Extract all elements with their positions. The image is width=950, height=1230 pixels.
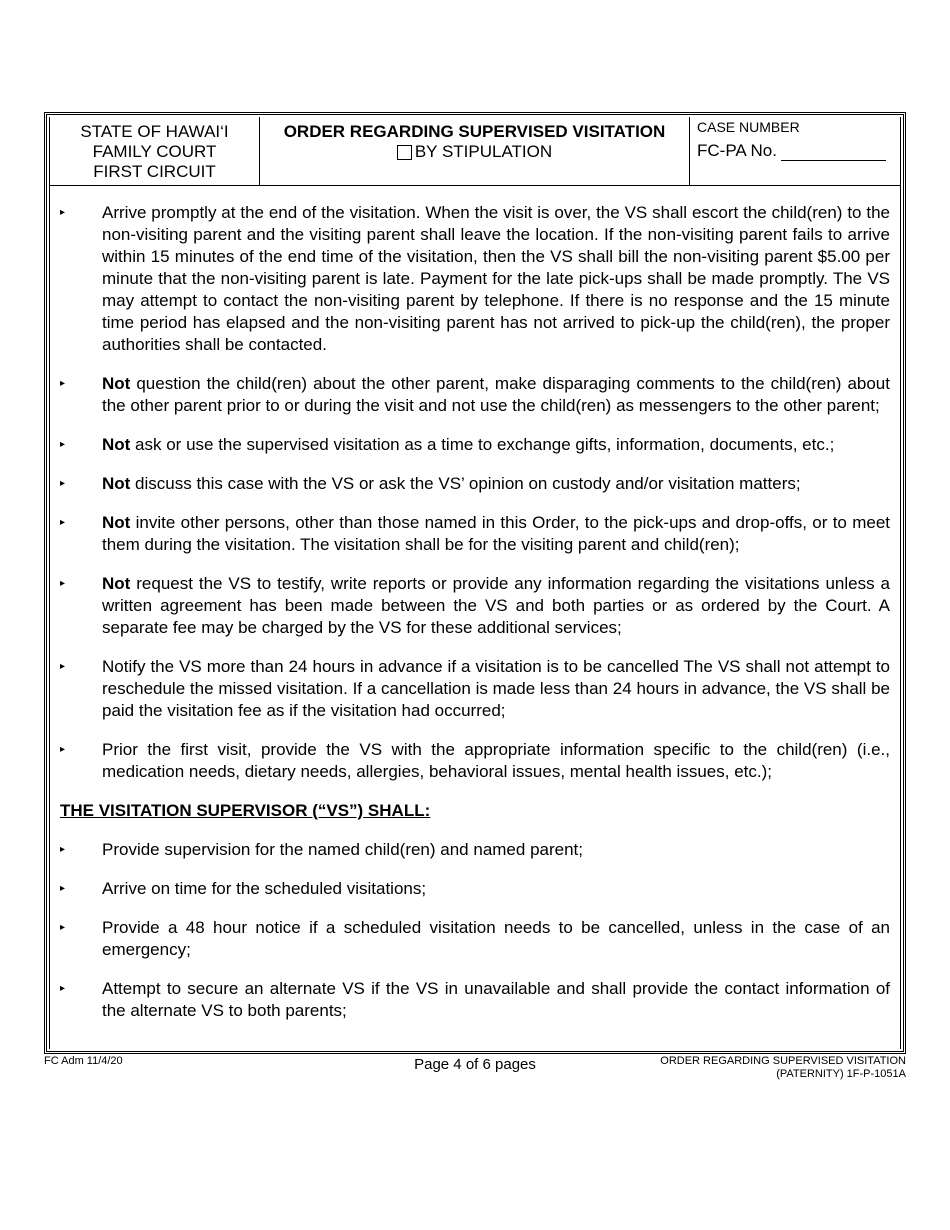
list-item xyxy=(60,434,890,456)
item-text: ask or use the supervised visitation as a time to exchange gifts, information, documents, etc.; xyxy=(130,435,835,454)
stipulation-label: BY STIPULATION xyxy=(414,142,553,161)
form-id xyxy=(660,1055,906,1081)
bullet-icon: ▸ xyxy=(60,661,66,672)
page-number: Page 4 of 6 pages xyxy=(414,1056,536,1073)
case-number-field[interactable] xyxy=(781,145,886,161)
case-number-prefix: FC-PA No. xyxy=(697,141,777,160)
list-item xyxy=(60,573,890,639)
form-header xyxy=(50,117,900,186)
court-state: STATE OF HAWAI‘I xyxy=(80,122,229,141)
bullet-icon: ▸ xyxy=(60,517,66,528)
item-bold: Not xyxy=(102,513,131,532)
item-text: Provide a 48 hour notice if a scheduled visitation needs to be cancelled, unless in the case of an emergency; xyxy=(102,918,890,959)
form-code: FC Adm 11/4/20 xyxy=(44,1055,123,1067)
order-body xyxy=(60,202,890,1039)
list-item xyxy=(60,473,890,495)
item-bold: Not xyxy=(102,474,131,493)
list-item xyxy=(60,373,890,417)
bullet-icon: ▸ xyxy=(60,922,66,933)
list-item xyxy=(60,512,890,556)
item-text: question the child(ren) about the other parent, make disparaging comments to the child(ren) about the other parent prior to or during the visit and not use the child(ren) as messengers to the other parent; xyxy=(102,374,890,415)
form-frame xyxy=(44,112,906,1054)
list-item xyxy=(60,878,890,900)
bullet-icon: ▸ xyxy=(60,439,66,450)
item-text: Attempt to secure an alternate VS if the VS in unavailable and shall provide the contact information of the alternate VS to both parents; xyxy=(102,979,890,1020)
bullet-icon: ▸ xyxy=(60,844,66,855)
item-text: Arrive on time for the scheduled visitations; xyxy=(102,879,427,898)
bullet-icon: ▸ xyxy=(60,578,66,589)
list-item xyxy=(60,978,890,1022)
bullet-icon: ▸ xyxy=(60,207,66,218)
bullet-icon: ▸ xyxy=(60,983,66,994)
list-item xyxy=(60,656,890,722)
bullet-icon: ▸ xyxy=(60,744,66,755)
form-id-line1: ORDER REGARDING SUPERVISED VISITATION xyxy=(660,1055,906,1067)
item-text: request the VS to testify, write reports or provide any information regarding the visitations unless a written agreement has been made between the VS and both parties or as ordered by the Court. A separate fee may be charged by the VS for these additional services; xyxy=(102,574,890,637)
list-item xyxy=(60,739,890,783)
case-number-cell xyxy=(690,117,900,185)
court-name: FAMILY COURT xyxy=(92,142,217,161)
bullet-icon: ▸ xyxy=(60,478,66,489)
item-bold: Not xyxy=(102,435,131,454)
form-title: ORDER REGARDING SUPERVISED VISITATION xyxy=(283,122,666,141)
case-number-label: CASE NUMBER xyxy=(697,119,800,135)
list-item xyxy=(60,202,890,356)
item-text: invite other persons, other than those named in this Order, to the pick-ups and drop-offs, or to meet them during the visitation. The visitation shall be for the visiting parent and child(ren); xyxy=(102,513,890,554)
stipulation-option xyxy=(397,142,552,162)
vs-section-heading xyxy=(60,800,890,822)
court-info xyxy=(50,117,260,185)
stipulation-checkbox[interactable] xyxy=(397,145,412,160)
vs-heading-text: THE VISITATION SUPERVISOR (“VS”) SHALL xyxy=(60,801,425,820)
vs-heading-colon: : xyxy=(424,801,431,820)
item-text: Prior the first visit, provide the VS with the appropriate information specific to the child(ren) (i.e., medication needs, dietary needs, allergies, behavioral issues, mental health issues, etc.); xyxy=(102,740,890,781)
case-number-row xyxy=(697,141,900,161)
bullet-icon: ▸ xyxy=(60,883,66,894)
item-text: Provide supervision for the named child(ren) and named parent; xyxy=(102,840,583,859)
form-id-line2: (PATERNITY) 1F-P-1051A xyxy=(776,1068,906,1080)
list-item xyxy=(60,839,890,861)
bullet-icon: ▸ xyxy=(60,378,66,389)
item-text: discuss this case with the VS or ask the VS’ opinion on custody and/or visitation matters; xyxy=(130,474,801,493)
form-title-cell xyxy=(260,117,690,185)
list-item xyxy=(60,917,890,961)
item-text: Notify the VS more than 24 hours in advance if a visitation is to be cancelled The VS shall not attempt to reschedule the missed visitation. If a cancellation is made less than 24 hours in advance, the VS shall be paid the visitation fee as if the visitation had occurred; xyxy=(102,657,890,720)
item-bold: Not xyxy=(102,374,131,393)
item-bold: Not xyxy=(102,574,131,593)
item-text: Arrive promptly at the end of the visitation. When the visit is over, the VS shall escort the child(ren) to the non-visiting parent and the visiting parent shall leave the location. If the non-visiting parent fails to arrive within 15 minutes of the end time of the visitation, then the VS shall bill the non-visiting parent $5.00 per minute that the non-visiting parent is late. Payment for the late pick-ups shall be made promptly. The VS may attempt to contact the non-visiting parent by telephone. If there is no response and the 15 minute time period has elapsed and the non-visiting parent has not arrived to pick-up the child(ren), the proper authorities shall be contacted. xyxy=(102,203,890,354)
court-circuit: FIRST CIRCUIT xyxy=(93,162,216,181)
form-inner-border xyxy=(49,117,901,1049)
